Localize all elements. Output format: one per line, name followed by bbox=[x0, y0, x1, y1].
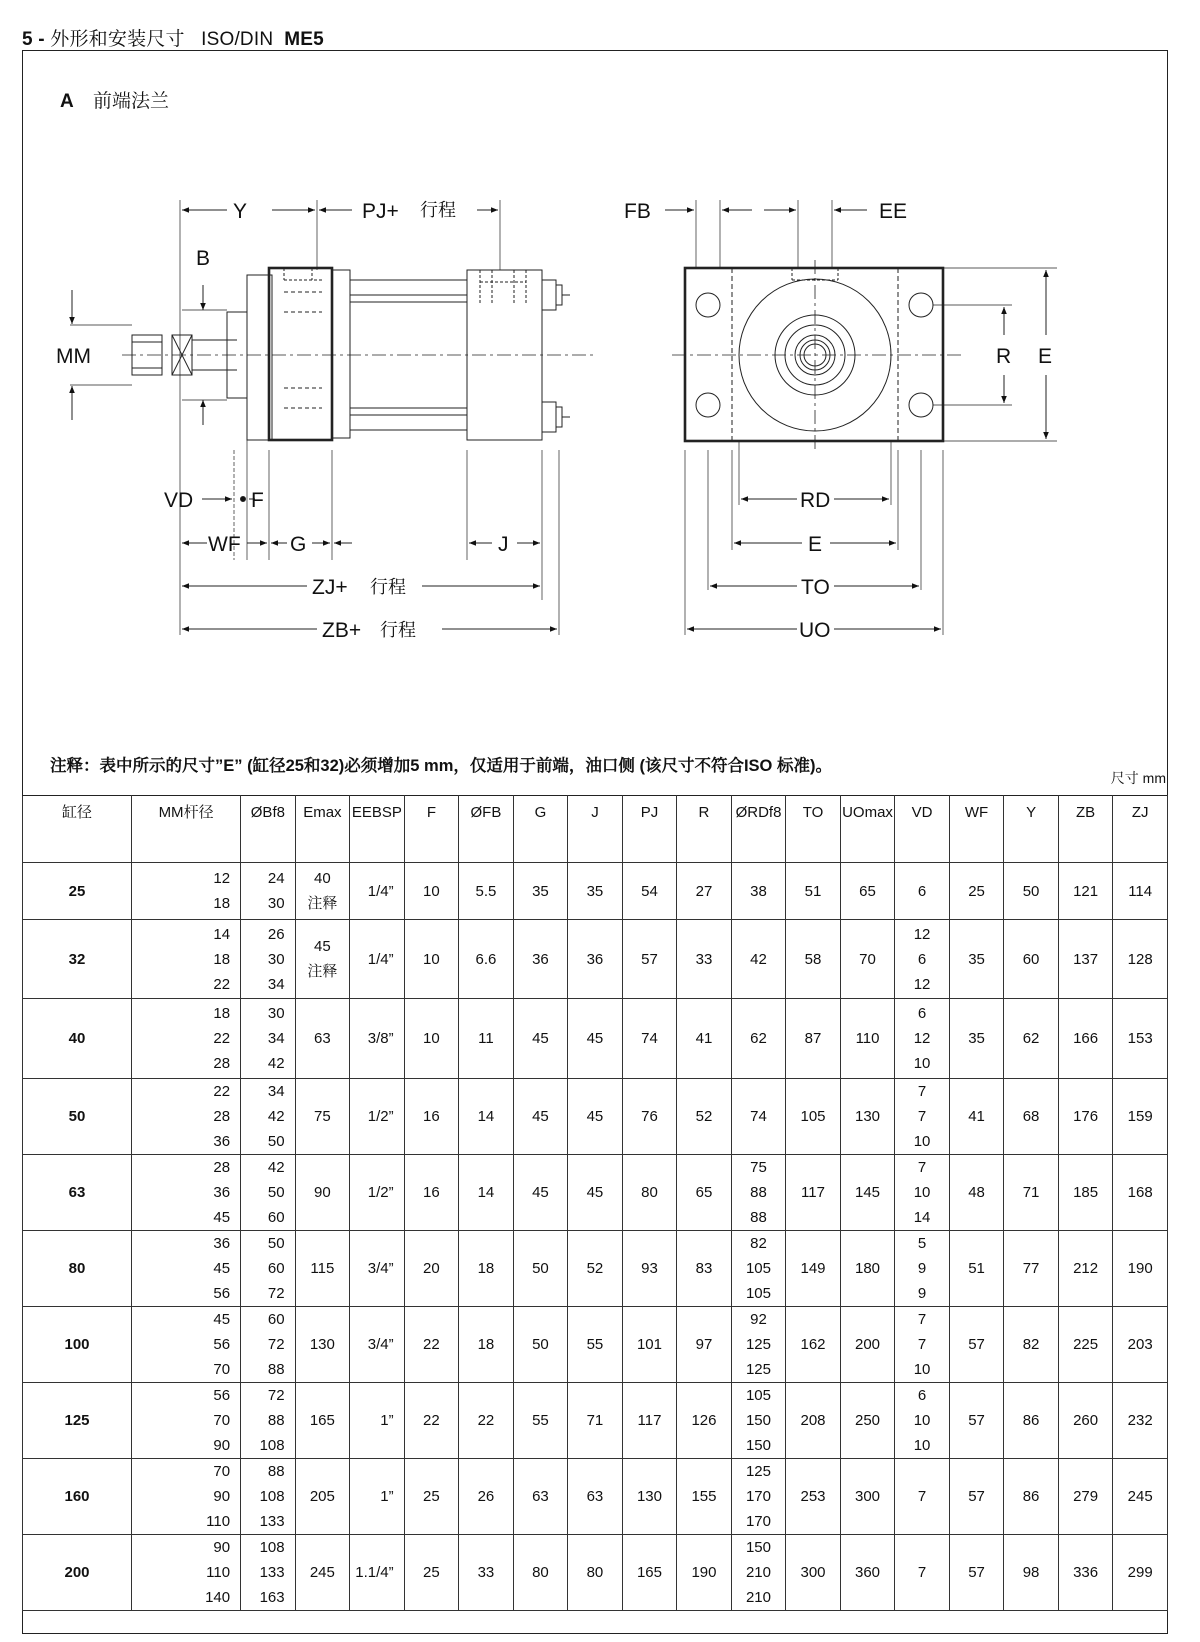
cell-vd: 7 bbox=[895, 1459, 950, 1535]
column-header: WF bbox=[949, 796, 1004, 863]
cell-fb: 14 bbox=[459, 1079, 514, 1155]
cell-j: 52 bbox=[568, 1231, 623, 1307]
cell-r: 155 bbox=[677, 1459, 732, 1535]
table-body bbox=[23, 863, 1168, 1611]
cell-ee: 1/2” bbox=[350, 1155, 405, 1231]
cell-pj: 165 bbox=[622, 1535, 677, 1611]
label-E-bottom: E bbox=[808, 533, 823, 556]
cell-wf: 48 bbox=[949, 1155, 1004, 1231]
column-header: EEBSP bbox=[350, 796, 405, 863]
cell-to: 208 bbox=[786, 1383, 841, 1459]
cell-vd: 5 9 9 bbox=[895, 1231, 950, 1307]
cell-b: 60 72 88 bbox=[241, 1307, 296, 1383]
technical-drawing bbox=[22, 120, 1162, 680]
cell-fb: 33 bbox=[459, 1535, 514, 1611]
cell-pj: 54 bbox=[622, 863, 677, 920]
cell-b: 72 88 108 bbox=[241, 1383, 296, 1459]
cell-uo: 180 bbox=[840, 1231, 895, 1307]
label-stroke-zb: 行程 bbox=[380, 620, 416, 640]
cell-zb: 176 bbox=[1058, 1079, 1113, 1155]
cell-r: 52 bbox=[677, 1079, 732, 1155]
cell-f: 16 bbox=[404, 1079, 459, 1155]
cell-wf: 25 bbox=[949, 863, 1004, 920]
cell-mm: 90 110 140 bbox=[132, 1535, 241, 1611]
cell-vd: 6 10 10 bbox=[895, 1383, 950, 1459]
cell-rd: 125 170 170 bbox=[731, 1459, 786, 1535]
cell-j: 80 bbox=[568, 1535, 623, 1611]
cell-zb: 260 bbox=[1058, 1383, 1113, 1459]
cell-uo: 250 bbox=[840, 1383, 895, 1459]
cell-r: 126 bbox=[677, 1383, 732, 1459]
table-header bbox=[23, 796, 1168, 863]
cell-f: 22 bbox=[404, 1307, 459, 1383]
table-row bbox=[23, 1459, 1168, 1535]
cell-e: 90 bbox=[295, 1155, 350, 1231]
cell-wf: 57 bbox=[949, 1307, 1004, 1383]
column-header: VD bbox=[895, 796, 950, 863]
cell-ee: 1/4” bbox=[350, 920, 405, 999]
cell-j: 36 bbox=[568, 920, 623, 999]
cell-pj: 117 bbox=[622, 1383, 677, 1459]
cell-g: 50 bbox=[513, 1231, 568, 1307]
label-ZB: ZB+ bbox=[322, 619, 362, 642]
column-header: ØRDf8 bbox=[731, 796, 786, 863]
cell-wf: 57 bbox=[949, 1383, 1004, 1459]
cell-y: 50 bbox=[1004, 863, 1059, 920]
cell-g: 35 bbox=[513, 863, 568, 920]
header-row bbox=[23, 796, 1168, 863]
cell-y: 86 bbox=[1004, 1383, 1059, 1459]
cell-zb: 279 bbox=[1058, 1459, 1113, 1535]
label-FB: FB bbox=[624, 200, 651, 223]
column-header: ZB bbox=[1058, 796, 1113, 863]
column-header: ØFB bbox=[459, 796, 514, 863]
cell-g: 80 bbox=[513, 1535, 568, 1611]
cell-vd: 7 7 10 bbox=[895, 1079, 950, 1155]
column-header: MM杆径 bbox=[132, 796, 241, 863]
cell-to: 300 bbox=[786, 1535, 841, 1611]
cell-e: 63 bbox=[295, 999, 350, 1079]
label-E-side: E bbox=[1038, 345, 1053, 368]
cell-uo: 130 bbox=[840, 1079, 895, 1155]
cell-fb: 14 bbox=[459, 1155, 514, 1231]
section-standard: ISO/DIN bbox=[201, 29, 274, 50]
cell-fb: 26 bbox=[459, 1459, 514, 1535]
cell-to: 58 bbox=[786, 920, 841, 999]
cell-b: 42 50 60 bbox=[241, 1155, 296, 1231]
section-number: 5 - bbox=[22, 29, 45, 50]
cell-zb: 121 bbox=[1058, 863, 1113, 920]
label-RD: RD bbox=[800, 489, 831, 512]
cell-pj: 76 bbox=[622, 1079, 677, 1155]
cell-r: 41 bbox=[677, 999, 732, 1079]
cell-mm: 18 22 28 bbox=[132, 999, 241, 1079]
cell-e: 40 注释 bbox=[295, 863, 350, 920]
cell-to: 87 bbox=[786, 999, 841, 1079]
flange-outline bbox=[685, 268, 943, 441]
label-J: J bbox=[498, 533, 509, 556]
cell-ee: 3/4” bbox=[350, 1231, 405, 1307]
cell-y: 82 bbox=[1004, 1307, 1059, 1383]
cell-ee: 1/2” bbox=[350, 1079, 405, 1155]
cell-to: 105 bbox=[786, 1079, 841, 1155]
cell-ee: 3/4” bbox=[350, 1307, 405, 1383]
cell-rd: 74 bbox=[731, 1079, 786, 1155]
column-header: PJ bbox=[622, 796, 677, 863]
cell-fb: 5.5 bbox=[459, 863, 514, 920]
cell-rd: 92 125 125 bbox=[731, 1307, 786, 1383]
cell-r: 27 bbox=[677, 863, 732, 920]
cell-y: 62 bbox=[1004, 999, 1059, 1079]
cell-uo: 145 bbox=[840, 1155, 895, 1231]
cell-pj: 57 bbox=[622, 920, 677, 999]
cell-e: 165 bbox=[295, 1383, 350, 1459]
cell-zb: 185 bbox=[1058, 1155, 1113, 1231]
cell-to: 51 bbox=[786, 863, 841, 920]
cell-b: 50 60 72 bbox=[241, 1231, 296, 1307]
cell-f: 10 bbox=[404, 999, 459, 1079]
cell-zj: 203 bbox=[1113, 1307, 1168, 1383]
label-stroke-zj: 行程 bbox=[370, 577, 406, 597]
cell-zb: 137 bbox=[1058, 920, 1113, 999]
column-header: F bbox=[404, 796, 459, 863]
cell-vd: 6 12 10 bbox=[895, 999, 950, 1079]
cell-mm: 36 45 56 bbox=[132, 1231, 241, 1307]
label-PJ: PJ+ bbox=[362, 200, 399, 223]
cell-b: 88 108 133 bbox=[241, 1459, 296, 1535]
label-F: F bbox=[251, 489, 264, 512]
cell-zb: 166 bbox=[1058, 999, 1113, 1079]
cell-y: 77 bbox=[1004, 1231, 1059, 1307]
cell-mm: 22 28 36 bbox=[132, 1079, 241, 1155]
cell-to: 117 bbox=[786, 1155, 841, 1231]
cell-bore: 25 bbox=[23, 863, 132, 920]
cell-j: 63 bbox=[568, 1459, 623, 1535]
cell-zj: 232 bbox=[1113, 1383, 1168, 1459]
column-header: TO bbox=[786, 796, 841, 863]
side-view bbox=[70, 200, 597, 635]
cell-uo: 200 bbox=[840, 1307, 895, 1383]
cell-f: 22 bbox=[404, 1383, 459, 1459]
cell-pj: 130 bbox=[622, 1459, 677, 1535]
cell-fb: 11 bbox=[459, 999, 514, 1079]
cell-zb: 336 bbox=[1058, 1535, 1113, 1611]
cell-to: 253 bbox=[786, 1459, 841, 1535]
section-heading bbox=[22, 24, 324, 51]
cell-mm: 45 56 70 bbox=[132, 1307, 241, 1383]
cell-r: 33 bbox=[677, 920, 732, 999]
cell-rd: 150 210 210 bbox=[731, 1535, 786, 1611]
unit-label: 尺寸 mm bbox=[1110, 770, 1166, 786]
cell-zb: 225 bbox=[1058, 1307, 1113, 1383]
column-header: G bbox=[513, 796, 568, 863]
cell-zj: 159 bbox=[1113, 1079, 1168, 1155]
cell-y: 98 bbox=[1004, 1535, 1059, 1611]
cell-zj: 128 bbox=[1113, 920, 1168, 999]
cell-wf: 51 bbox=[949, 1231, 1004, 1307]
label-G: G bbox=[290, 533, 307, 556]
cell-ee: 1” bbox=[350, 1459, 405, 1535]
label-MM: MM bbox=[56, 345, 91, 368]
cell-g: 45 bbox=[513, 999, 568, 1079]
cell-b: 34 42 50 bbox=[241, 1079, 296, 1155]
cell-pj: 101 bbox=[622, 1307, 677, 1383]
column-header: 缸径 bbox=[23, 796, 132, 863]
cell-zj: 190 bbox=[1113, 1231, 1168, 1307]
section-title: 外形和安装尺寸 bbox=[50, 29, 185, 50]
front-flange bbox=[269, 268, 332, 440]
cell-zj: 153 bbox=[1113, 999, 1168, 1079]
column-header: J bbox=[568, 796, 623, 863]
cell-e: 45 注释 bbox=[295, 920, 350, 999]
cell-fb: 18 bbox=[459, 1307, 514, 1383]
table-row bbox=[23, 999, 1168, 1079]
cell-b: 26 30 34 bbox=[241, 920, 296, 999]
subsection-letter: A bbox=[60, 91, 74, 112]
cell-bore: 50 bbox=[23, 1079, 132, 1155]
cell-b: 30 34 42 bbox=[241, 999, 296, 1079]
cell-b: 24 30 bbox=[241, 863, 296, 920]
cell-rd: 75 88 88 bbox=[731, 1155, 786, 1231]
cell-rd: 105 150 150 bbox=[731, 1383, 786, 1459]
cell-g: 36 bbox=[513, 920, 568, 999]
table-row bbox=[23, 920, 1168, 999]
cell-ee: 1” bbox=[350, 1383, 405, 1459]
cell-bore: 160 bbox=[23, 1459, 132, 1535]
cell-f: 10 bbox=[404, 920, 459, 999]
column-header: UOmax bbox=[840, 796, 895, 863]
cell-uo: 360 bbox=[840, 1535, 895, 1611]
column-header: Emax bbox=[295, 796, 350, 863]
cell-uo: 65 bbox=[840, 863, 895, 920]
cell-g: 55 bbox=[513, 1383, 568, 1459]
column-header: Y bbox=[1004, 796, 1059, 863]
label-TO: TO bbox=[801, 576, 830, 599]
cell-uo: 300 bbox=[840, 1459, 895, 1535]
cell-fb: 22 bbox=[459, 1383, 514, 1459]
cell-j: 35 bbox=[568, 863, 623, 920]
cell-wf: 41 bbox=[949, 1079, 1004, 1155]
cell-rd: 42 bbox=[731, 920, 786, 999]
subsection-title: 前端法兰 bbox=[93, 91, 170, 112]
cell-vd: 12 6 12 bbox=[895, 920, 950, 999]
cell-vd: 7 bbox=[895, 1535, 950, 1611]
cell-mm: 70 90 110 bbox=[132, 1459, 241, 1535]
cell-g: 45 bbox=[513, 1079, 568, 1155]
table-row bbox=[23, 1383, 1168, 1459]
cell-e: 75 bbox=[295, 1079, 350, 1155]
cell-pj: 93 bbox=[622, 1231, 677, 1307]
cell-f: 10 bbox=[404, 863, 459, 920]
cell-y: 60 bbox=[1004, 920, 1059, 999]
cell-f: 20 bbox=[404, 1231, 459, 1307]
cell-e: 245 bbox=[295, 1535, 350, 1611]
cell-zb: 212 bbox=[1058, 1231, 1113, 1307]
cell-to: 149 bbox=[786, 1231, 841, 1307]
label-ZJ: ZJ+ bbox=[312, 576, 348, 599]
cell-j: 71 bbox=[568, 1383, 623, 1459]
cell-j: 45 bbox=[568, 1079, 623, 1155]
cell-r: 97 bbox=[677, 1307, 732, 1383]
cell-bore: 80 bbox=[23, 1231, 132, 1307]
cell-j: 45 bbox=[568, 999, 623, 1079]
cell-fb: 18 bbox=[459, 1231, 514, 1307]
cell-f: 25 bbox=[404, 1535, 459, 1611]
label-stroke-pj: 行程 bbox=[420, 200, 456, 220]
table-row bbox=[23, 1307, 1168, 1383]
label-WF: WF bbox=[208, 533, 241, 556]
cell-zj: 168 bbox=[1113, 1155, 1168, 1231]
label-UO: UO bbox=[799, 619, 831, 642]
subsection-heading bbox=[60, 86, 169, 113]
cell-bore: 40 bbox=[23, 999, 132, 1079]
cell-g: 63 bbox=[513, 1459, 568, 1535]
table-row bbox=[23, 1079, 1168, 1155]
cell-wf: 57 bbox=[949, 1459, 1004, 1535]
cell-ee: 3/8” bbox=[350, 999, 405, 1079]
cell-zj: 114 bbox=[1113, 863, 1168, 920]
cell-b: 108 133 163 bbox=[241, 1535, 296, 1611]
cell-bore: 100 bbox=[23, 1307, 132, 1383]
table-row bbox=[23, 863, 1168, 920]
cell-vd: 7 7 10 bbox=[895, 1307, 950, 1383]
cell-vd: 6 bbox=[895, 863, 950, 920]
cell-y: 86 bbox=[1004, 1459, 1059, 1535]
cell-mm: 56 70 90 bbox=[132, 1383, 241, 1459]
cell-ee: 1.1/4” bbox=[350, 1535, 405, 1611]
cell-ee: 1/4” bbox=[350, 863, 405, 920]
cell-e: 130 bbox=[295, 1307, 350, 1383]
cell-bore: 32 bbox=[23, 920, 132, 999]
cell-f: 16 bbox=[404, 1155, 459, 1231]
cell-wf: 57 bbox=[949, 1535, 1004, 1611]
cell-bore: 200 bbox=[23, 1535, 132, 1611]
cell-fb: 6.6 bbox=[459, 920, 514, 999]
cell-to: 162 bbox=[786, 1307, 841, 1383]
cell-rd: 38 bbox=[731, 863, 786, 920]
dimension-table bbox=[22, 795, 1168, 1611]
cell-mm: 14 18 22 bbox=[132, 920, 241, 999]
table-row bbox=[23, 1535, 1168, 1611]
cell-vd: 7 10 14 bbox=[895, 1155, 950, 1231]
cell-rd: 62 bbox=[731, 999, 786, 1079]
label-VD: VD bbox=[164, 489, 194, 512]
cell-g: 50 bbox=[513, 1307, 568, 1383]
cell-uo: 70 bbox=[840, 920, 895, 999]
cell-bore: 125 bbox=[23, 1383, 132, 1459]
cell-zj: 245 bbox=[1113, 1459, 1168, 1535]
cell-e: 205 bbox=[295, 1459, 350, 1535]
column-header: R bbox=[677, 796, 732, 863]
label-EE: EE bbox=[879, 200, 908, 223]
label-Y: Y bbox=[232, 200, 248, 223]
cell-uo: 110 bbox=[840, 999, 895, 1079]
cell-y: 68 bbox=[1004, 1079, 1059, 1155]
cell-j: 45 bbox=[568, 1155, 623, 1231]
cell-g: 45 bbox=[513, 1155, 568, 1231]
cell-f: 25 bbox=[404, 1459, 459, 1535]
label-R: R bbox=[996, 345, 1012, 368]
cell-zj: 299 bbox=[1113, 1535, 1168, 1611]
cell-rd: 82 105 105 bbox=[731, 1231, 786, 1307]
cell-r: 83 bbox=[677, 1231, 732, 1307]
table-row bbox=[23, 1155, 1168, 1231]
cell-pj: 80 bbox=[622, 1155, 677, 1231]
cell-wf: 35 bbox=[949, 999, 1004, 1079]
cell-j: 55 bbox=[568, 1307, 623, 1383]
column-header: ZJ bbox=[1113, 796, 1168, 863]
column-header: ØBf8 bbox=[241, 796, 296, 863]
table-row bbox=[23, 1231, 1168, 1307]
section-model: ME5 bbox=[284, 29, 324, 50]
note-text: 注释：表中所示的尺寸”E” (缸径25和32)必须增加5 mm，仅适用于前端，油口侧 (该尺寸不符合ISO 标准)。 bbox=[50, 757, 832, 775]
cell-y: 71 bbox=[1004, 1155, 1059, 1231]
label-B: B bbox=[196, 247, 211, 270]
cell-e: 115 bbox=[295, 1231, 350, 1307]
end-view bbox=[665, 200, 1057, 635]
cell-mm: 12 18 bbox=[132, 863, 241, 920]
cell-r: 190 bbox=[677, 1535, 732, 1611]
cell-wf: 35 bbox=[949, 920, 1004, 999]
cell-bore: 63 bbox=[23, 1155, 132, 1231]
cell-mm: 28 36 45 bbox=[132, 1155, 241, 1231]
cell-r: 65 bbox=[677, 1155, 732, 1231]
cell-pj: 74 bbox=[622, 999, 677, 1079]
